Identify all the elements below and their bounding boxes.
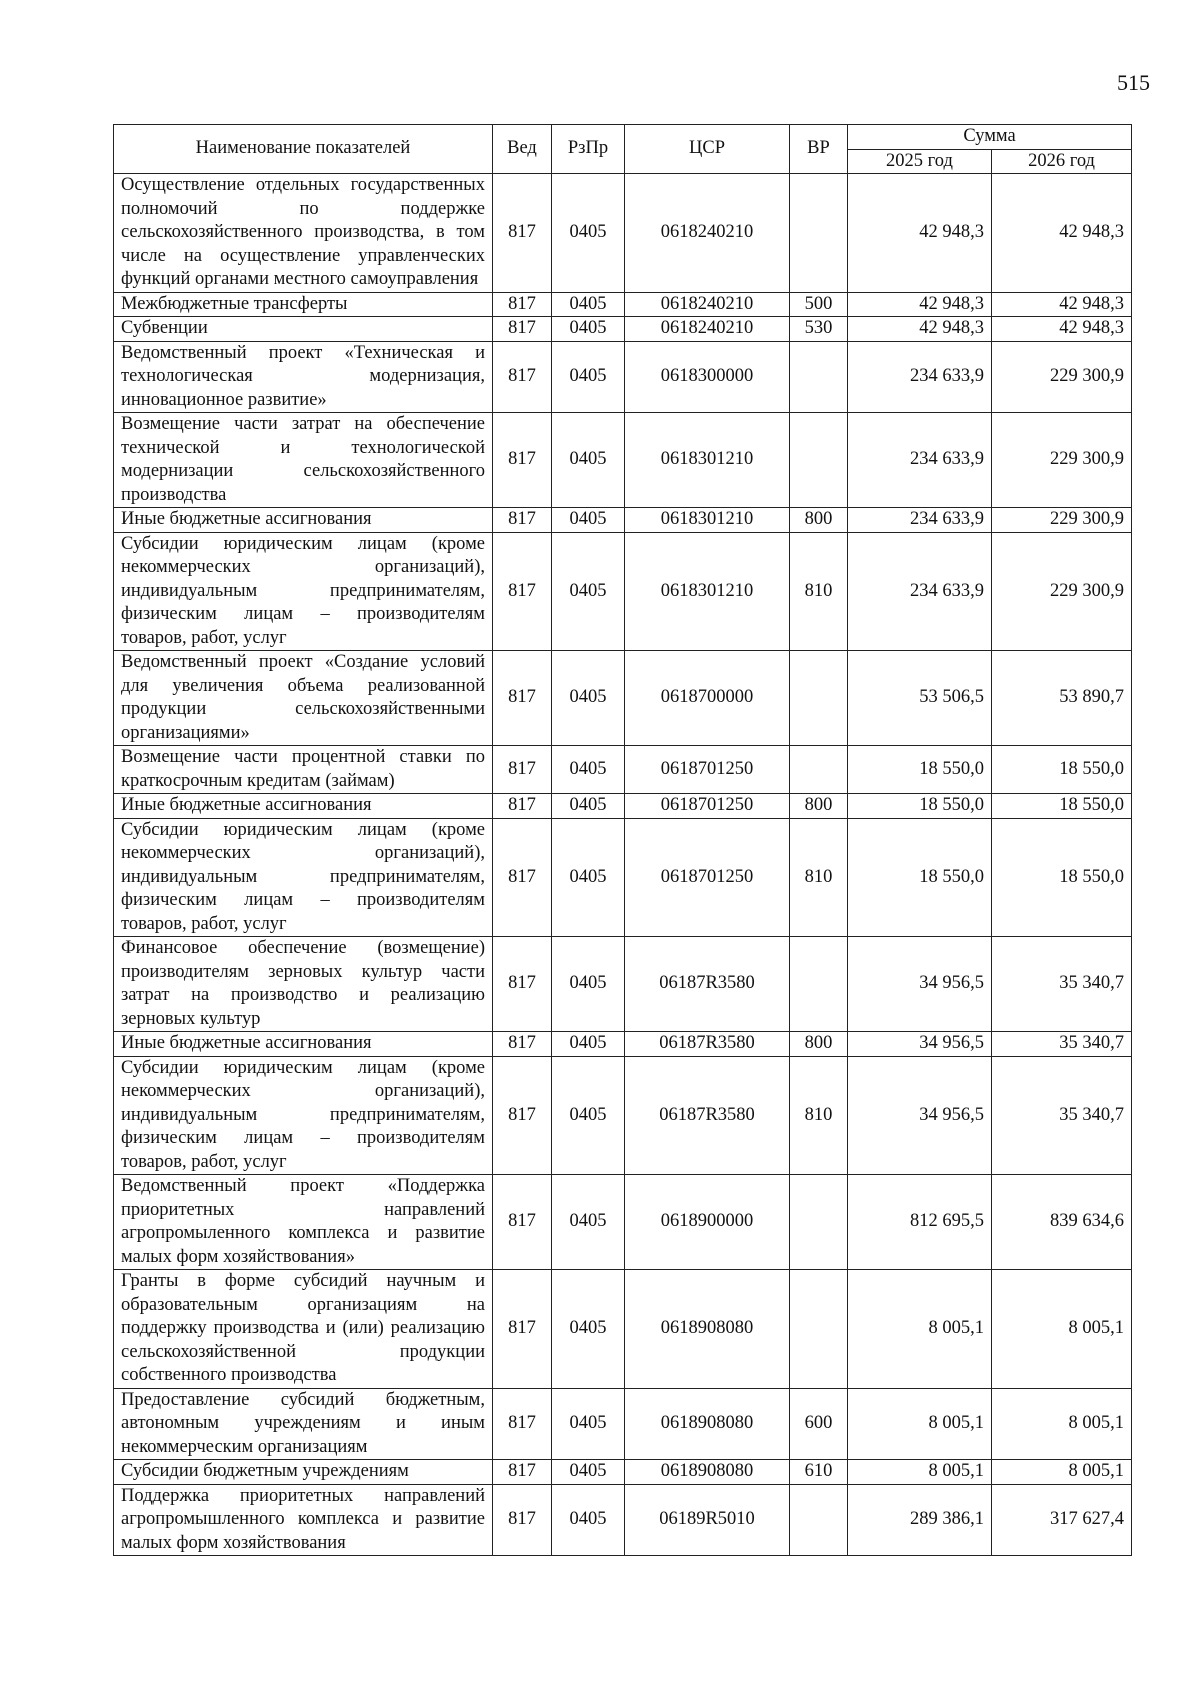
- row-csr: 0618301210: [625, 508, 790, 533]
- row-sum-2026: 229 300,9: [992, 341, 1132, 413]
- table-row: [114, 651, 1132, 746]
- row-sum-2025: 42 948,3: [848, 317, 992, 342]
- row-ved: 817: [493, 1388, 552, 1460]
- row-ved: 817: [493, 317, 552, 342]
- row-sum-2026: 18 550,0: [992, 746, 1132, 794]
- row-rzpr: 0405: [552, 1056, 625, 1175]
- table-row: [114, 746, 1132, 794]
- row-sum-2026: 317 627,4: [992, 1484, 1132, 1556]
- row-sum-2026: 18 550,0: [992, 818, 1132, 937]
- row-csr: 0618908080: [625, 1460, 790, 1485]
- table-row: [114, 937, 1132, 1032]
- table-body: [114, 174, 1132, 1556]
- row-csr: 0618240210: [625, 317, 790, 342]
- header-year-2025: 2025 год: [848, 149, 992, 174]
- table-row: [114, 413, 1132, 508]
- row-rzpr: 0405: [552, 1175, 625, 1270]
- row-sum-2026: 35 340,7: [992, 1032, 1132, 1057]
- row-sum-2026: 229 300,9: [992, 413, 1132, 508]
- row-name: Субсидии бюджетным учреждениям: [114, 1460, 493, 1485]
- row-ved: 817: [493, 746, 552, 794]
- table-row: [114, 532, 1132, 651]
- row-rzpr: 0405: [552, 532, 625, 651]
- page-number: 515: [1117, 70, 1150, 95]
- row-csr: 06187R3580: [625, 1032, 790, 1057]
- row-csr: 0618700000: [625, 651, 790, 746]
- row-sum-2025: 34 956,5: [848, 1056, 992, 1175]
- row-sum-2026: 229 300,9: [992, 508, 1132, 533]
- row-csr: 0618701250: [625, 746, 790, 794]
- row-name: Ведомственный проект «Техническая и технологическая модернизация, инновационное развитие»: [114, 341, 493, 413]
- row-sum-2026: 42 948,3: [992, 174, 1132, 293]
- table-row: [114, 1032, 1132, 1057]
- row-vr: [790, 651, 848, 746]
- header-rzpr: РзПр: [552, 125, 625, 174]
- header-year-2026: 2026 год: [992, 149, 1132, 174]
- row-vr: 810: [790, 818, 848, 937]
- row-name: Межбюджетные трансферты: [114, 292, 493, 317]
- table-row: [114, 317, 1132, 342]
- row-rzpr: 0405: [552, 1388, 625, 1460]
- row-sum-2025: 42 948,3: [848, 174, 992, 293]
- row-sum-2025: 34 956,5: [848, 937, 992, 1032]
- row-ved: 817: [493, 1032, 552, 1057]
- row-csr: 0618908080: [625, 1270, 790, 1389]
- row-sum-2026: 35 340,7: [992, 937, 1132, 1032]
- row-rzpr: 0405: [552, 341, 625, 413]
- row-ved: 817: [493, 794, 552, 819]
- row-csr: 0618900000: [625, 1175, 790, 1270]
- table-row: [114, 1484, 1132, 1556]
- row-rzpr: 0405: [552, 651, 625, 746]
- row-name: Субсидии юридическим лицам (кроме некоммерческих организаций), индивидуальным предпринимателям, физическим лицам – производителям товаров, работ, услуг: [114, 1056, 493, 1175]
- row-sum-2025: 18 550,0: [848, 818, 992, 937]
- row-ved: 817: [493, 1484, 552, 1556]
- row-vr: 800: [790, 1032, 848, 1057]
- row-sum-2026: 18 550,0: [992, 794, 1132, 819]
- row-ved: 817: [493, 937, 552, 1032]
- row-name: Ведомственный проект «Создание условий для увеличения объема реализованной продукции сельскохозяйственными организациями»: [114, 651, 493, 746]
- row-ved: 817: [493, 413, 552, 508]
- row-vr: [790, 1175, 848, 1270]
- row-sum-2025: 234 633,9: [848, 341, 992, 413]
- row-vr: 530: [790, 317, 848, 342]
- row-ved: 817: [493, 292, 552, 317]
- row-sum-2026: 8 005,1: [992, 1388, 1132, 1460]
- row-vr: 810: [790, 532, 848, 651]
- row-sum-2026: 42 948,3: [992, 292, 1132, 317]
- row-csr: 0618240210: [625, 174, 790, 293]
- row-name: Возмещение части затрат на обеспечение технической и технологической модернизации сельскохозяйственного производства: [114, 413, 493, 508]
- row-sum-2026: 839 634,6: [992, 1175, 1132, 1270]
- row-sum-2026: 53 890,7: [992, 651, 1132, 746]
- row-vr: 810: [790, 1056, 848, 1175]
- row-csr: 0618701250: [625, 794, 790, 819]
- table-row: [114, 508, 1132, 533]
- row-sum-2025: 18 550,0: [848, 746, 992, 794]
- row-vr: [790, 1484, 848, 1556]
- row-rzpr: 0405: [552, 508, 625, 533]
- row-sum-2025: 18 550,0: [848, 794, 992, 819]
- row-csr: 06189R5010: [625, 1484, 790, 1556]
- row-sum-2026: 8 005,1: [992, 1460, 1132, 1485]
- row-ved: 817: [493, 1056, 552, 1175]
- row-ved: 817: [493, 508, 552, 533]
- row-ved: 817: [493, 174, 552, 293]
- row-vr: [790, 413, 848, 508]
- row-rzpr: 0405: [552, 1270, 625, 1389]
- row-name: Финансовое обеспечение (возмещение) производителям зерновых культур части затрат на производство и реализацию зерновых культур: [114, 937, 493, 1032]
- row-rzpr: 0405: [552, 317, 625, 342]
- row-ved: 817: [493, 341, 552, 413]
- row-vr: 600: [790, 1388, 848, 1460]
- header-csr: ЦСР: [625, 125, 790, 174]
- row-vr: [790, 937, 848, 1032]
- table-row: [114, 818, 1132, 937]
- table-row: [114, 1056, 1132, 1175]
- row-rzpr: 0405: [552, 413, 625, 508]
- row-name: Иные бюджетные ассигнования: [114, 1032, 493, 1057]
- row-vr: [790, 341, 848, 413]
- table-row: [114, 1175, 1132, 1270]
- row-name: Возмещение части процентной ставки по краткосрочным кредитам (займам): [114, 746, 493, 794]
- table-row: [114, 794, 1132, 819]
- row-vr: 800: [790, 794, 848, 819]
- header-ved: Вед: [493, 125, 552, 174]
- row-name: Гранты в форме субсидий научным и образовательным организациям на поддержку производства и (или) реализацию сельскохозяйственной продукции собственного производства: [114, 1270, 493, 1389]
- row-sum-2026: 42 948,3: [992, 317, 1132, 342]
- row-vr: 610: [790, 1460, 848, 1485]
- table-row: [114, 1388, 1132, 1460]
- row-name: Иные бюджетные ассигнования: [114, 508, 493, 533]
- row-sum-2025: 234 633,9: [848, 508, 992, 533]
- row-sum-2025: 42 948,3: [848, 292, 992, 317]
- row-vr: [790, 174, 848, 293]
- row-name: Ведомственный проект «Поддержка приоритетных направлений агропромыленного комплекса и развитие малых форм хозяйствования»: [114, 1175, 493, 1270]
- row-ved: 817: [493, 532, 552, 651]
- row-sum-2025: 8 005,1: [848, 1460, 992, 1485]
- row-csr: 0618701250: [625, 818, 790, 937]
- table-row: [114, 1270, 1132, 1389]
- row-rzpr: 0405: [552, 292, 625, 317]
- row-rzpr: 0405: [552, 174, 625, 293]
- row-sum-2025: 812 695,5: [848, 1175, 992, 1270]
- row-sum-2025: 289 386,1: [848, 1484, 992, 1556]
- row-ved: 817: [493, 651, 552, 746]
- row-ved: 817: [493, 1175, 552, 1270]
- row-vr: [790, 1270, 848, 1389]
- row-name: Субвенции: [114, 317, 493, 342]
- row-rzpr: 0405: [552, 746, 625, 794]
- row-rzpr: 0405: [552, 1484, 625, 1556]
- row-name: Субсидии юридическим лицам (кроме некоммерческих организаций), индивидуальным предпринимателям, физическим лицам – производителям товаров, работ, услуг: [114, 532, 493, 651]
- row-sum-2025: 34 956,5: [848, 1032, 992, 1057]
- table-row: [114, 1460, 1132, 1485]
- row-name: Предоставление субсидий бюджетным, автономным учреждениям и иным некоммерческим организациям: [114, 1388, 493, 1460]
- row-ved: 817: [493, 818, 552, 937]
- row-name: Субсидии юридическим лицам (кроме некоммерческих организаций), индивидуальным предпринимателям, физическим лицам – производителям товаров, работ, услуг: [114, 818, 493, 937]
- row-vr: [790, 746, 848, 794]
- table-row: [114, 341, 1132, 413]
- row-sum-2026: 8 005,1: [992, 1270, 1132, 1389]
- row-sum-2026: 229 300,9: [992, 532, 1132, 651]
- row-rzpr: 0405: [552, 794, 625, 819]
- row-ved: 817: [493, 1270, 552, 1389]
- row-vr: 800: [790, 508, 848, 533]
- row-csr: 0618300000: [625, 341, 790, 413]
- row-rzpr: 0405: [552, 937, 625, 1032]
- row-sum-2026: 35 340,7: [992, 1056, 1132, 1175]
- row-csr: 06187R3580: [625, 1056, 790, 1175]
- row-csr: 0618240210: [625, 292, 790, 317]
- row-sum-2025: 234 633,9: [848, 532, 992, 651]
- header-vr: ВР: [790, 125, 848, 174]
- row-rzpr: 0405: [552, 1460, 625, 1485]
- row-sum-2025: 53 506,5: [848, 651, 992, 746]
- row-name: Поддержка приоритетных направлений агропромышленного комплекса и развитие малых форм хозяйствования: [114, 1484, 493, 1556]
- row-rzpr: 0405: [552, 818, 625, 937]
- header-name: Наименование показателей: [114, 125, 493, 174]
- budget-table: [113, 124, 1132, 1556]
- row-name: Иные бюджетные ассигнования: [114, 794, 493, 819]
- table-row: [114, 174, 1132, 293]
- row-name: Осуществление отдельных государственных полномочий по поддержке сельскохозяйственного производства, в том числе на осуществление управленческих функций органами местного самоуправления: [114, 174, 493, 293]
- row-sum-2025: 234 633,9: [848, 413, 992, 508]
- row-rzpr: 0405: [552, 1032, 625, 1057]
- header-sum: Сумма: [848, 125, 1132, 150]
- row-csr: 0618301210: [625, 413, 790, 508]
- row-csr: 0618301210: [625, 532, 790, 651]
- row-ved: 817: [493, 1460, 552, 1485]
- row-csr: 0618908080: [625, 1388, 790, 1460]
- row-vr: 500: [790, 292, 848, 317]
- row-sum-2025: 8 005,1: [848, 1270, 992, 1389]
- row-sum-2025: 8 005,1: [848, 1388, 992, 1460]
- table-row: [114, 292, 1132, 317]
- row-csr: 06187R3580: [625, 937, 790, 1032]
